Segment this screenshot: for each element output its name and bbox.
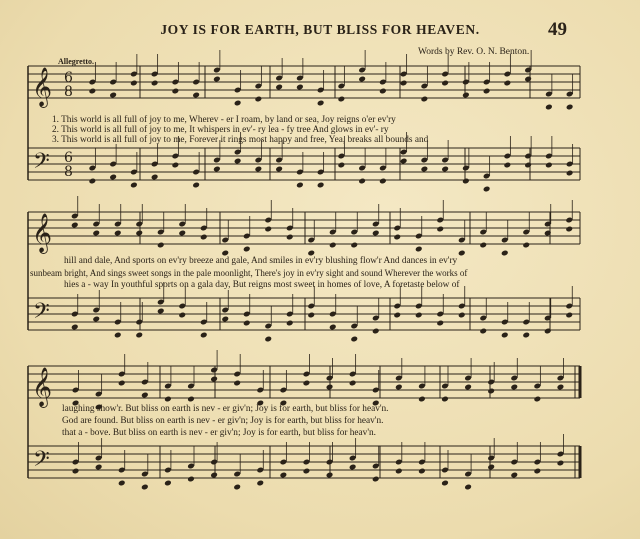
tempo-marking: Allegretto. [58, 57, 95, 66]
lyric-line: 3. This world is all full of joy to me, Forever it rings most happy and free, Yea, breaks all bounds and [52, 135, 429, 145]
note-head [557, 460, 565, 467]
note-head [192, 182, 200, 189]
note-head [135, 230, 143, 237]
note-head [565, 312, 573, 319]
time-signature-bottom: 8 [64, 84, 73, 100]
bass-clef-icon: 𝄢 [33, 447, 50, 477]
note-head [350, 336, 358, 343]
note-head [441, 166, 449, 173]
note-head [462, 92, 470, 99]
note-head [187, 476, 195, 483]
note-head [130, 80, 138, 87]
note-head [317, 100, 325, 107]
note-head [350, 242, 358, 249]
note-head [303, 468, 311, 475]
note-head [379, 178, 387, 185]
note-head [157, 242, 165, 249]
note-head [400, 158, 408, 165]
note-head [264, 336, 272, 343]
note-head [464, 484, 472, 491]
note-head [504, 162, 512, 169]
note-head [395, 468, 403, 475]
note-head [464, 384, 472, 391]
note-head [487, 464, 495, 471]
note-head [522, 332, 530, 339]
note-head [280, 472, 288, 479]
note-head [522, 242, 530, 249]
note-head [329, 324, 337, 331]
note-head [118, 480, 126, 487]
note-head [200, 234, 208, 241]
note-head [255, 96, 263, 103]
note-head [395, 384, 403, 391]
note-head [164, 480, 172, 487]
note-head [458, 312, 466, 319]
note-head [307, 312, 315, 319]
note-head [72, 468, 80, 475]
note-head [286, 234, 294, 241]
note-head [187, 396, 195, 403]
note-head [534, 468, 542, 475]
note-head [71, 222, 79, 229]
note-head [92, 230, 100, 237]
note-head [141, 484, 149, 491]
note-head [157, 308, 165, 315]
lyric-line: laughing show'r. But bliss on earth is nev - er giv'n; Joy is for earth, but bliss for heav'n. [62, 404, 389, 414]
note-head [524, 76, 532, 83]
note-head [418, 396, 426, 403]
time-signature-top: 6 [64, 150, 73, 166]
note-head [415, 312, 423, 319]
note-head [95, 464, 103, 471]
note-head [296, 182, 304, 189]
note-head [114, 332, 122, 339]
note-head [172, 88, 180, 95]
note-head [151, 174, 159, 181]
note-head [192, 92, 200, 99]
note-head [172, 162, 180, 169]
note-head [462, 178, 470, 185]
note-head [372, 476, 380, 483]
note-head [566, 104, 574, 111]
note-head [89, 88, 97, 95]
note-head [421, 96, 429, 103]
note-head [135, 332, 143, 339]
note-head [71, 324, 79, 331]
note-head [303, 380, 311, 387]
note-head [510, 472, 518, 479]
note-head [233, 484, 241, 491]
note-head [234, 158, 242, 165]
note-head [255, 166, 263, 173]
note-head [286, 320, 294, 327]
note-head [213, 166, 221, 173]
note-head [372, 230, 380, 237]
treble-clef-icon: 𝄞 [32, 67, 53, 107]
note-head [458, 250, 466, 257]
note-head [256, 480, 264, 487]
note-head [296, 84, 304, 91]
note-head [233, 380, 241, 387]
note-head [441, 80, 449, 87]
note-head [317, 182, 325, 189]
note-head [326, 472, 334, 479]
note-head [510, 384, 518, 391]
note-head [358, 76, 366, 83]
note-head [151, 80, 159, 87]
note-head [379, 88, 387, 95]
note-head [234, 100, 242, 107]
note-head [501, 332, 509, 339]
time-signature-bottom: 8 [64, 164, 73, 180]
note-head [109, 174, 117, 181]
note-head [118, 380, 126, 387]
note-head [200, 332, 208, 339]
note-head [210, 376, 218, 383]
note-head [418, 468, 426, 475]
note-head [264, 226, 272, 233]
note-head [141, 392, 149, 399]
note-head [178, 230, 186, 237]
note-head [275, 84, 283, 91]
note-head [479, 242, 487, 249]
lyric-line: sunbeam bright, And sings sweet songs in the pale moonlight, There's joy in ev'ry sight and sound Wherever the works of [30, 268, 468, 278]
note-head [349, 380, 357, 387]
page-number: 49 [548, 19, 567, 40]
note-head [479, 328, 487, 335]
hymn-title: JOY IS FOR EARTH, BUT BLISS FOR HEAVEN. [160, 22, 480, 37]
note-head [338, 96, 346, 103]
note-head [504, 80, 512, 87]
note-head [534, 396, 542, 403]
lyric-line: hill and dale, And sports on ev'ry breeze and gale, And smiles in ev'ry blushing flow'r And dances in ev'ry [64, 256, 458, 266]
lyric-line: God are found. But bliss on earth is nev - er giv'n; Joy is for earth, but bliss for heav'n. [62, 416, 384, 426]
lyricist-attribution: Words by Rev. O. N. Benton. [418, 47, 530, 57]
note-head [421, 166, 429, 173]
note-head [109, 92, 117, 99]
note-head [436, 226, 444, 233]
treble-clef-icon: 𝄞 [32, 213, 53, 253]
note-head [349, 464, 357, 471]
note-head [436, 320, 444, 327]
note-head [210, 472, 218, 479]
note-head [441, 480, 449, 487]
note-head [243, 320, 251, 327]
note-head [524, 162, 532, 169]
note-head [213, 76, 221, 83]
treble-clef-icon: 𝄞 [32, 367, 53, 407]
note-head [393, 234, 401, 241]
note-head [164, 396, 172, 403]
note-head [545, 104, 553, 111]
note-head [565, 226, 573, 233]
note-head [483, 186, 491, 193]
note-head [89, 178, 97, 185]
note-head [92, 316, 100, 323]
note-head [221, 316, 229, 323]
lyric-line: 1. This world is all full of joy to me, Wherev - er I roam, by land or sea, Joy reigns o'er ev'ry [52, 115, 396, 125]
note-head [483, 88, 491, 95]
note-head [358, 178, 366, 185]
note-head [557, 384, 565, 391]
bass-clef-icon: 𝄢 [33, 299, 50, 329]
note-head [487, 388, 495, 395]
note-head [545, 162, 553, 169]
note-head [566, 170, 574, 177]
bass-clef-icon: 𝄢 [33, 149, 50, 179]
note-head [400, 80, 408, 87]
note-head [326, 384, 334, 391]
note-head [441, 396, 449, 403]
lyric-line: 2. This world is all full of joy to me, It whispers in ev'- ry lea - fy tree And glows in ev'- ry [52, 125, 389, 135]
note-head [372, 328, 380, 335]
note-head [243, 246, 251, 253]
note-head [415, 246, 423, 253]
note-head [114, 230, 122, 237]
note-head [275, 166, 283, 173]
time-signature-top: 6 [64, 70, 73, 86]
note-head [501, 250, 509, 257]
lyric-line: hies a - way In youthful sports on a gala day, But reigns most sweet in homes of love, A foretaste below of [64, 280, 460, 290]
note-head [178, 312, 186, 319]
note-head [393, 312, 401, 319]
note-head [338, 162, 346, 169]
note-head [130, 182, 138, 189]
lyric-line: that a - bove. But bliss on earth is nev - er giv'n; Joy is for earth, but bliss for heav'n. [62, 428, 376, 438]
note-head [329, 242, 337, 249]
